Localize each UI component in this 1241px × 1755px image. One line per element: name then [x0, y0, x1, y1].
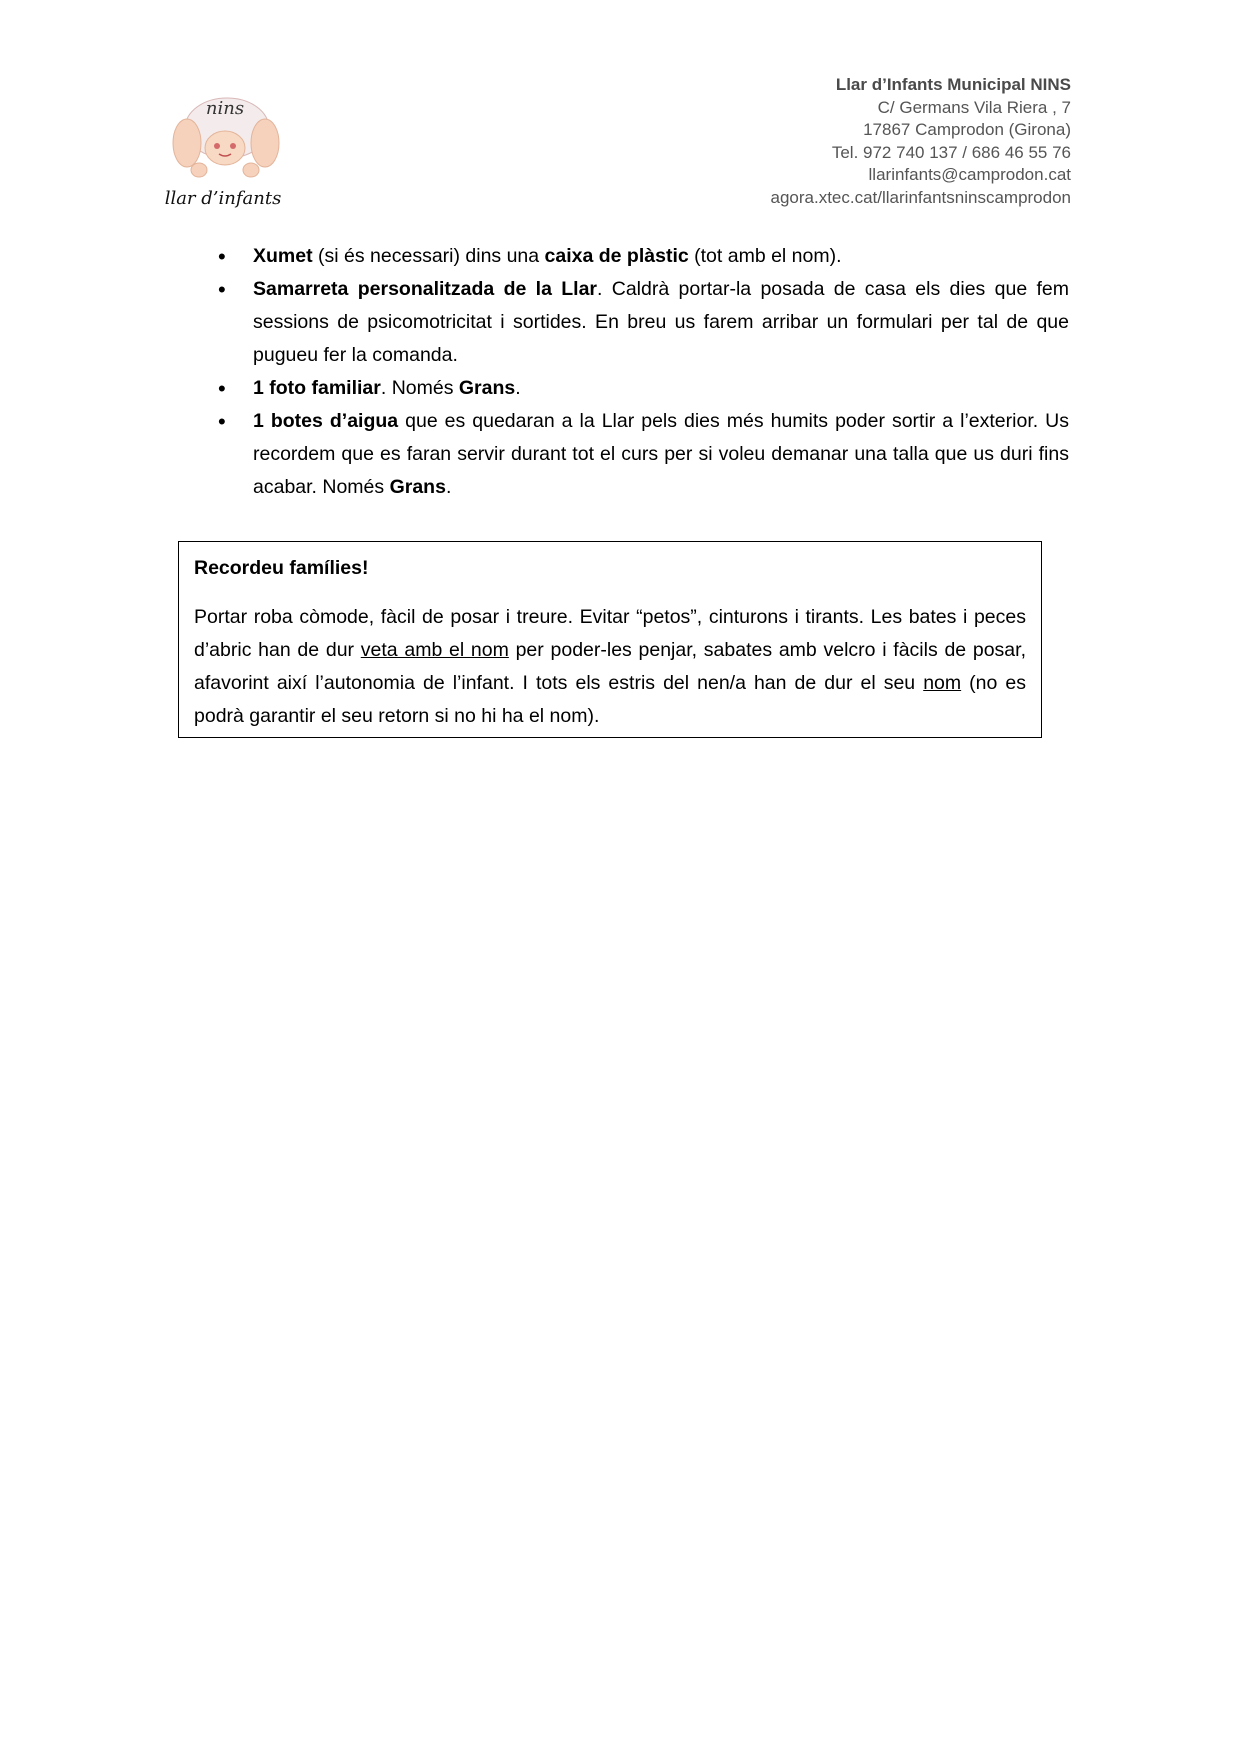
bullet-icon: •: [218, 409, 226, 434]
address: C/ Germans Vila Riera , 7: [877, 97, 1071, 117]
list-item: • Samarreta personalitzada de la Llar. Caldrà portar-la posada de casa els dies que fem sessions de psicomotricitat i sortides. En breu us farem arribar un formulari per tal de que pugueu fer la comanda.: [215, 273, 1069, 372]
bullet-icon: •: [218, 244, 226, 269]
svg-text:llar d’infants: llar d’infants: [165, 188, 282, 209]
svg-text:nins: nins: [205, 98, 245, 119]
email-link[interactable]: llarinfants@camprodon.cat: [868, 165, 1071, 184]
list-item: • 1 botes d’aigua que es quedaran a la Llar pels dies més humits poder sortir a l’exterior. Us recordem que es faran servir durant tot el curs per si voleu demanar una talla que us duri fins acabar. Només Grans.: [215, 405, 1069, 504]
reminder-box: [178, 541, 1042, 738]
contact-header: [771, 74, 1072, 209]
supplies-list: [215, 240, 1069, 504]
reminder-title: Recordeu famílies!: [194, 557, 369, 579]
list-item: • 1 foto familiar. Només Grans.: [215, 372, 1069, 405]
school-logo: [165, 88, 295, 214]
baby-illustration-icon: [165, 88, 295, 214]
city: 17867 Camprodon (Girona): [863, 120, 1071, 139]
reminder-body: Portar roba còmode, fàcil de posar i treure. Evitar “petos”, cinturons i tirants. Les bates i peces d’abric han de dur veta amb el nom per poder-les penjar, sabates amb velcro i fàcils de posar, afavorint així l’autonomia de l’infant. I tots els estris del nen/a han de dur el seu nom (no es podrà garantir el seu retorn si no hi ha el nom).: [194, 606, 1026, 727]
list-item: • Xumet (si és necessari) dins una caixa de plàstic (tot amb el nom).: [215, 240, 1069, 273]
bullet-icon: •: [218, 277, 226, 302]
phone: Tel. 972 740 137 / 686 46 55 76: [831, 142, 1071, 162]
website-link[interactable]: agora.xtec.cat/llarinfantsninscamprodon: [770, 187, 1071, 207]
bullet-icon: •: [218, 376, 226, 401]
org-name: Llar d’Infants Municipal NINS: [835, 75, 1071, 94]
